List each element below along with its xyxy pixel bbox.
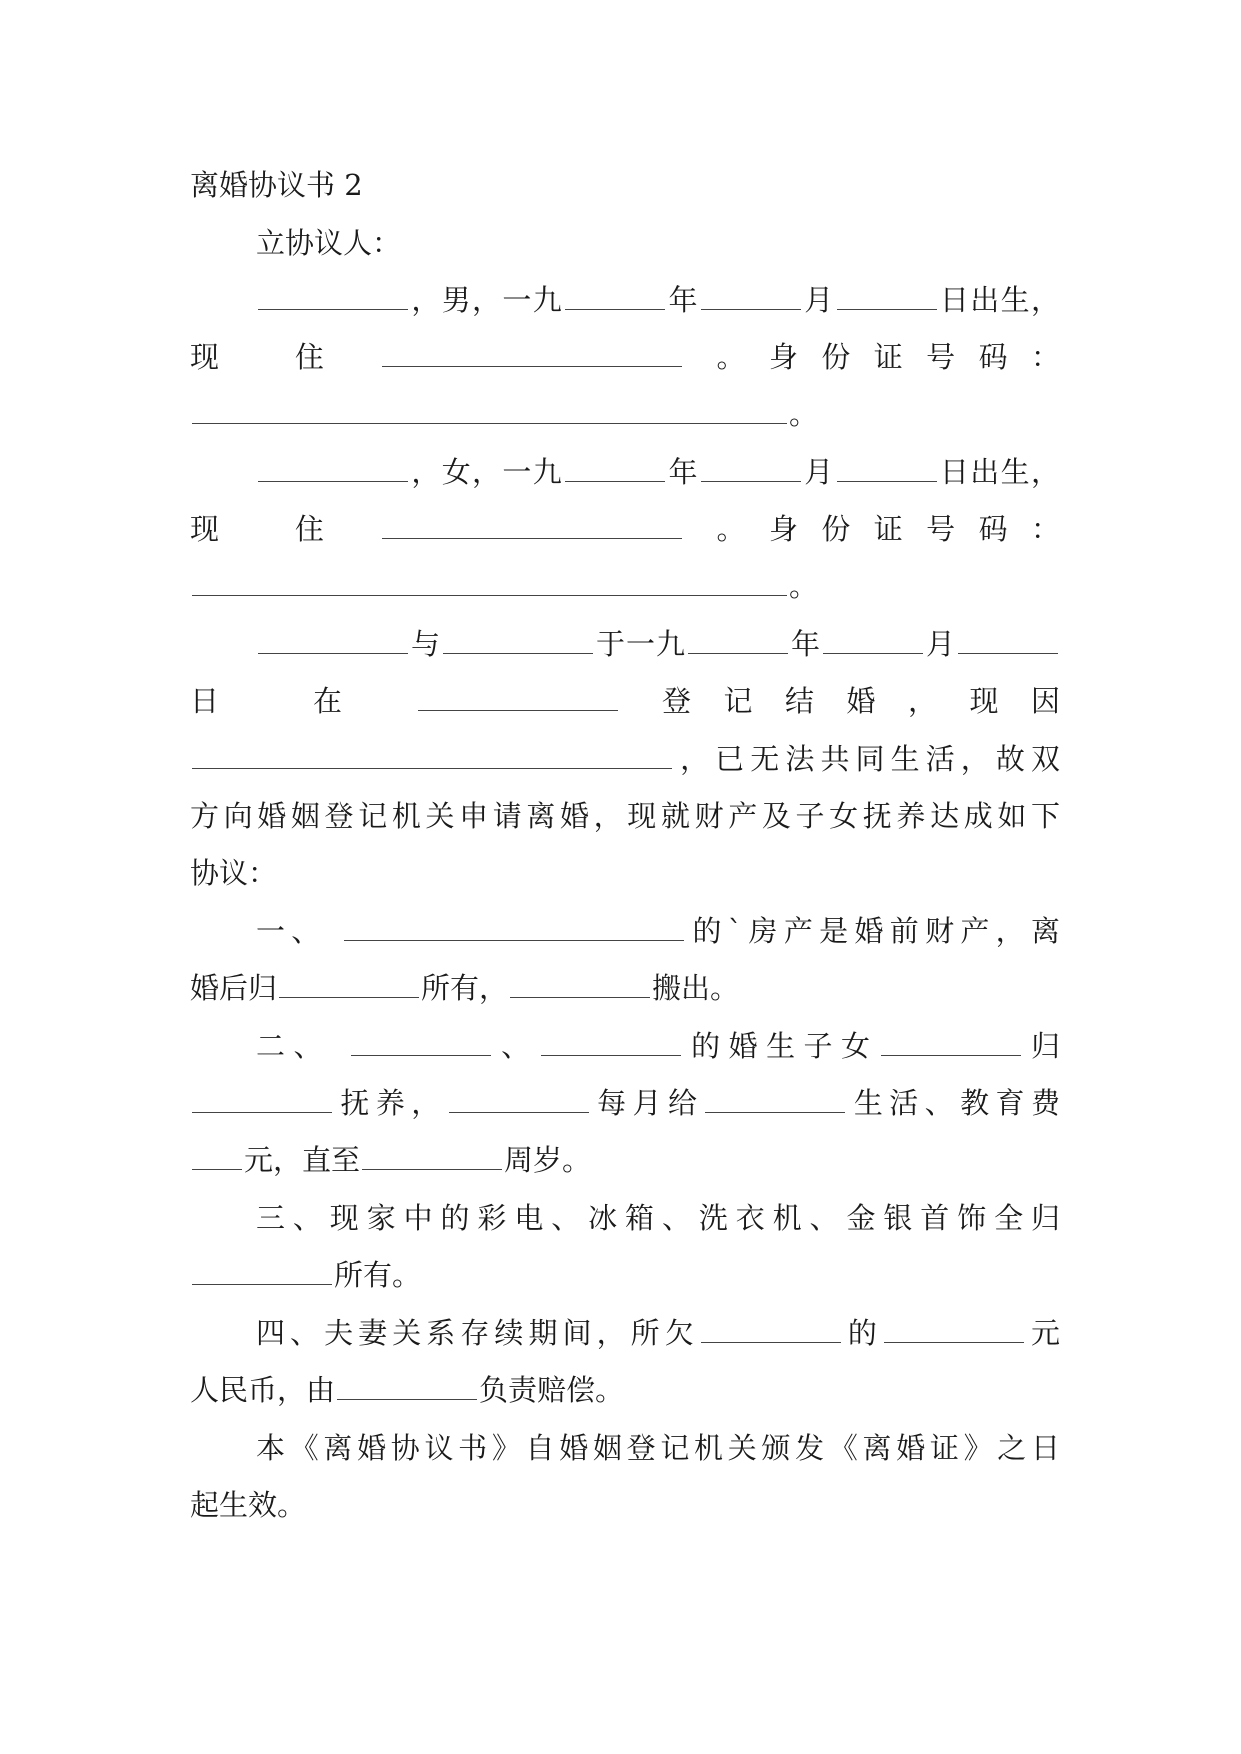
- title-text: 离婚协议书 2: [190, 168, 363, 202]
- female-party-line-2: [190, 509, 1060, 549]
- clause-2-separator: 、: [492, 1029, 539, 1063]
- marriage-place-blank: [418, 688, 618, 711]
- clause-2-parent1-blank: [351, 1033, 491, 1056]
- clause-2-line-3: [190, 1140, 1060, 1180]
- marriage-line-4: [190, 796, 1060, 836]
- clause-2-text-2: 归: [1022, 1029, 1060, 1063]
- female-day-blank: [837, 459, 937, 482]
- clause-2-text-5: 生活、教育费: [847, 1086, 1060, 1120]
- female-year-label: 年: [667, 455, 699, 489]
- clause-3-line-2: [190, 1255, 1060, 1295]
- clause-2-line-2: [190, 1083, 1060, 1123]
- marriage-and: 与: [410, 627, 441, 661]
- clause-4-text-3: 元: [1025, 1316, 1060, 1350]
- clause-1-text-1: 的`房产是婚前财产，离: [686, 914, 1060, 948]
- marriage-reason-blank: [192, 746, 672, 769]
- female-party-line-3: [190, 566, 1060, 606]
- clause-4-amount-blank: [884, 1320, 1024, 1343]
- male-address-label: 现 住: [190, 340, 348, 374]
- clause-4-creditor-blank: [701, 1320, 841, 1343]
- marriage-line-2: [190, 681, 1060, 721]
- clause-2-child-blank: [881, 1033, 1021, 1056]
- clause-2-amount-blank: [192, 1147, 242, 1170]
- marriage-line-5: [190, 853, 1060, 893]
- clause-4-line-2: [190, 1370, 1060, 1410]
- clause-4-line-1: [256, 1313, 1060, 1353]
- female-address-label: 现 住: [190, 512, 348, 546]
- female-month-label: 月: [802, 455, 835, 489]
- marriage-day-blank: [958, 631, 1058, 654]
- female-name-blank: [258, 459, 408, 482]
- clause-4-payer-blank: [337, 1377, 477, 1400]
- marriage-registered: 登记结婚，现因: [661, 684, 1060, 718]
- clause-4-text-5: 负责赔偿。: [479, 1373, 625, 1407]
- clause-4-text-2: 的: [842, 1316, 882, 1350]
- clause-2-text-4: 每月给: [590, 1086, 704, 1120]
- clause-1-text-3: 所有，: [421, 971, 509, 1005]
- female-address-blank: [382, 516, 682, 539]
- marriage-party2-blank: [443, 631, 593, 654]
- document-title: [190, 165, 1060, 205]
- male-party-line-2: [190, 337, 1060, 377]
- clause-2-text-7: 周岁。: [504, 1143, 592, 1177]
- party-heading-text: 立协议人：: [256, 226, 402, 260]
- clause-2-custodian-blank: [192, 1090, 332, 1113]
- clause-4-text-1: 四、夫妻关系存续期间，所欠: [256, 1316, 699, 1350]
- male-id-label: 。身份证号码：: [716, 340, 1060, 374]
- female-party-line-1: [256, 452, 1060, 492]
- clause-2-text-1: 的婚生子女: [682, 1029, 879, 1063]
- marriage-line-3: [190, 739, 1060, 779]
- clause-2-text-6: 元，直至: [244, 1143, 361, 1177]
- female-birth-label: 日出生，: [938, 455, 1060, 489]
- male-party-line-1: [256, 280, 1060, 320]
- clause-2-number: 二、: [256, 1029, 331, 1063]
- male-id-blank: [192, 401, 787, 424]
- clause-1-text-4: 搬出。: [652, 971, 740, 1005]
- male-month-label: 月: [802, 283, 835, 317]
- female-end-mark: 。: [789, 569, 819, 603]
- clause-1-text-2: 婚后归: [190, 971, 278, 1005]
- clause-1-line-1: [256, 911, 1060, 951]
- female-year-blank: [565, 459, 665, 482]
- female-gender: ，女，一九: [410, 455, 564, 489]
- effective-text-1: 本《离婚协议书》自婚姻登记机关颁发《离婚证》之日: [256, 1431, 1060, 1465]
- male-day-blank: [837, 287, 937, 310]
- male-month-blank: [701, 287, 801, 310]
- marriage-party1-blank: [258, 631, 408, 654]
- marriage-line4-text: 方向婚姻登记机关申请离婚，现就财产及子女抚养达成如下: [190, 799, 1060, 833]
- effective-line-1: [256, 1428, 1060, 1468]
- party-heading: [256, 223, 1060, 263]
- clause-2-payer-blank: [449, 1090, 589, 1113]
- clause-1-owner-blank: [279, 975, 419, 998]
- male-party-line-3: [190, 394, 1060, 434]
- clause-3-text-2: 所有。: [334, 1258, 422, 1292]
- marriage-year-blank: [688, 631, 788, 654]
- clause-1-line-2: [190, 968, 1060, 1008]
- female-month-blank: [701, 459, 801, 482]
- marriage-month-blank: [823, 631, 923, 654]
- marriage-line-1: [256, 624, 1060, 664]
- effective-text-2: 起生效。: [190, 1488, 307, 1522]
- female-id-label: 。身份证号码：: [716, 512, 1060, 546]
- marriage-year-label: 年: [789, 627, 821, 661]
- clause-4-text-4: 人民币，由: [190, 1373, 336, 1407]
- clause-1-number: 一、: [256, 914, 327, 948]
- clause-2-parent2-blank: [541, 1033, 681, 1056]
- marriage-line5-text: 协议：: [190, 856, 278, 890]
- male-address-blank: [382, 344, 682, 367]
- male-year-label: 年: [667, 283, 699, 317]
- clause-1-property-blank: [344, 918, 684, 941]
- clause-3-owner-blank: [192, 1262, 332, 1285]
- marriage-reason-tail: ，已无法共同生活，故双: [674, 742, 1060, 776]
- marriage-at-year: 于一九: [595, 627, 686, 661]
- male-year-blank: [565, 287, 665, 310]
- marriage-month-label: 月: [924, 627, 956, 661]
- male-name-blank: [258, 287, 408, 310]
- clause-2-age-blank: [362, 1147, 502, 1170]
- male-end-mark: 。: [789, 397, 819, 431]
- clause-1-moveout-blank: [510, 975, 650, 998]
- male-gender: ，男，一九: [410, 283, 564, 317]
- effective-line-2: [190, 1485, 1060, 1525]
- marriage-day-at: 日 在: [190, 684, 375, 718]
- clause-3-text-1: 三、现家中的彩电、冰箱、洗衣机、金银首饰全归: [256, 1201, 1060, 1235]
- clause-2-payee-blank: [705, 1090, 845, 1113]
- clause-3-line-1: [256, 1198, 1060, 1238]
- female-id-blank: [192, 573, 787, 596]
- clause-2-text-3: 抚养，: [334, 1086, 447, 1120]
- clause-2-line-1: [256, 1026, 1060, 1066]
- male-birth-label: 日出生，: [938, 283, 1060, 317]
